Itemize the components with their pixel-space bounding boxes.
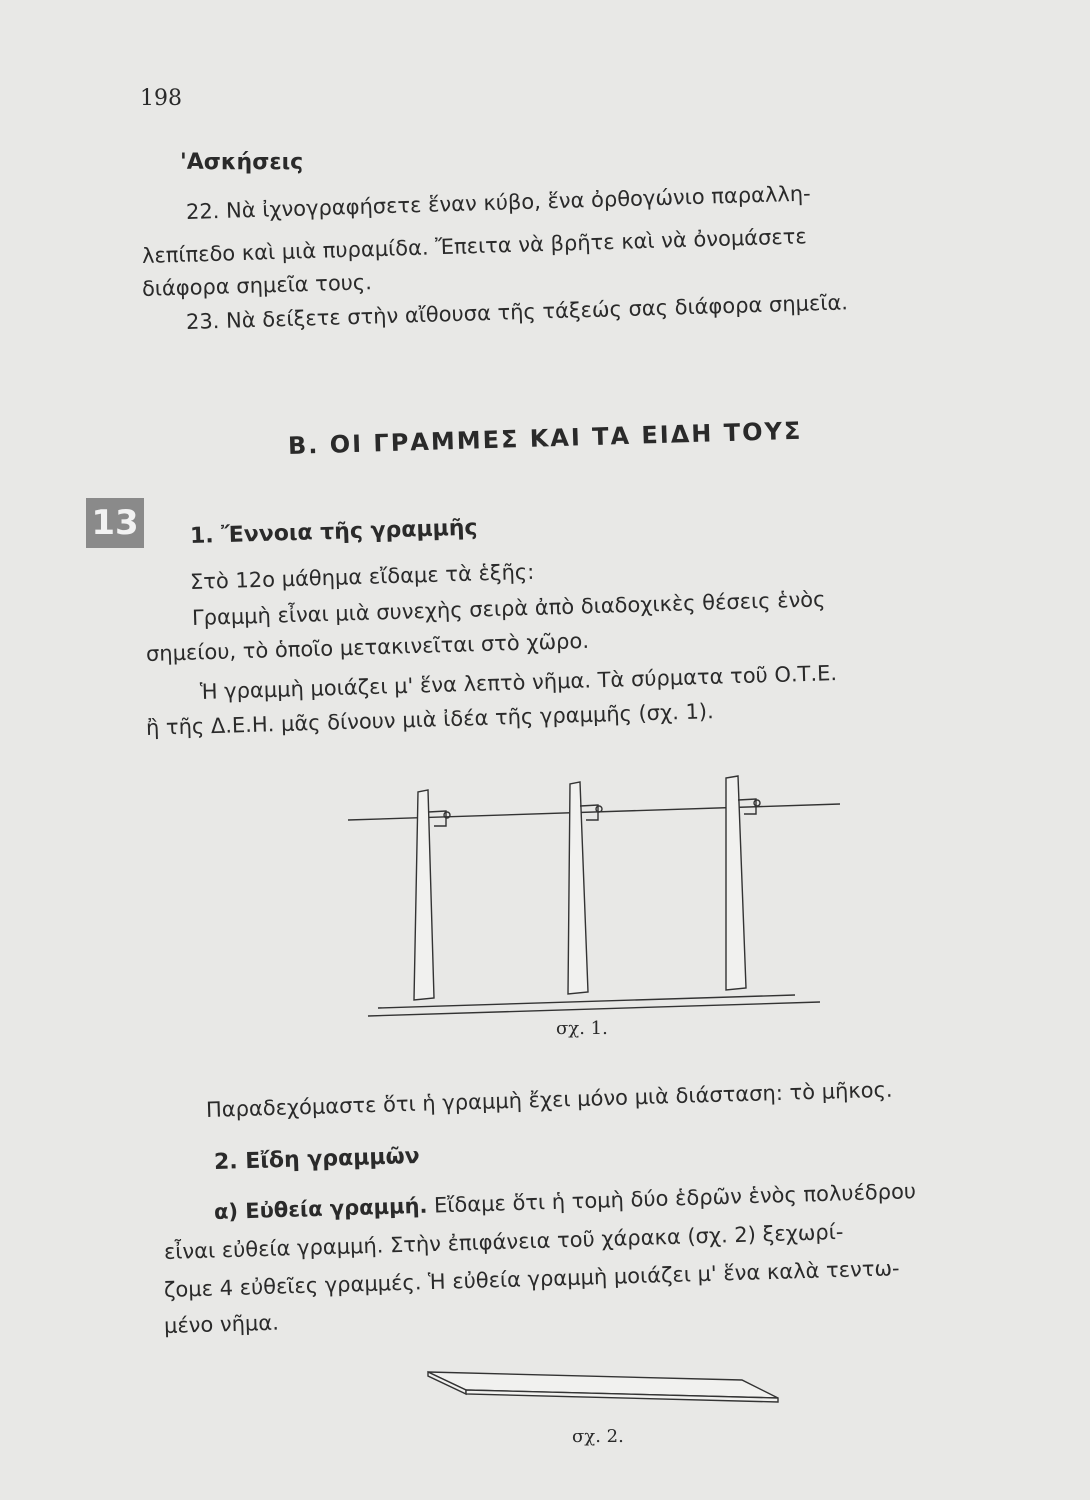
exercise-line: 22. Νὰ ἰχνογραφήσετε ἕναν κύβο, ἕνα ὀρθογώνιο παραλλη- [185, 181, 812, 224]
body-line: σημείου, τὸ ὁποῖο μετακινεῖται στὸ χῶρο. [145, 628, 590, 666]
exercise-line: 23. Νὰ δείξετε στὴν αἴθουσα τῆς τάξεώς σας διάφορα σημεῖα. [185, 290, 849, 334]
page-number: 198 [140, 86, 182, 111]
figure-2-caption: σχ. 2. [572, 1426, 624, 1447]
exercise-line: διάφορα σημεῖα τους. [141, 270, 373, 301]
body-line: ζομε 4 εὐθεῖες γραμμές. Ἡ εὐθεία γραμμὴ μοιάζει μ' ἕνα καλὰ τεντω- [163, 1256, 900, 1302]
body-line: εἶναι εὐθεία γραμμή. Στὴν ἐπιφάνεια τοῦ χάρακα (σχ. 2) ξεχωρί- [163, 1219, 844, 1264]
body-line: Στὸ 12ο μάθημα εἴδαμε τὰ ἑξῆς: [189, 559, 535, 594]
body-line: Ἡ γραμμὴ μοιάζει μ' ἕνα λεπτὸ νῆμα. Τὰ σύρματα τοῦ Ο.Τ.Ε. [199, 661, 838, 704]
subsection-heading: 2. Εἴδη γραμμῶν [213, 1143, 420, 1175]
exercises-heading: 'Ασκήσεις [180, 150, 304, 175]
lesson-number-badge: 13 [86, 498, 144, 548]
figure-1-caption: σχ. 1. [556, 1018, 608, 1039]
body-line: ἢ τῆς Δ.Ε.Η. μᾶς δίνουν μιὰ ἰδέα τῆς γραμμῆς (σχ. 1). [145, 699, 715, 740]
body-line: μένο νῆμα. [163, 1310, 280, 1338]
body-line: Παραδεχόμαστε ὅτι ἡ γραμμὴ ἔχει μόνο μιὰ διάσταση: τὸ μῆκος. [205, 1077, 893, 1122]
body-line-rest: Εἴδαμε ὅτι ἡ τομὴ δύο ἑδρῶν ἑνὸς πολυέδρου [427, 1179, 917, 1218]
exercise-line: λεπίπεδο καὶ μιὰ πυραμίδα. Ἔπειτα νὰ βρῆτε καὶ νὰ ὀνομάσετε [141, 224, 808, 268]
body-line: Γραμμὴ εἶναι μιὰ συνεχὴς σειρὰ ἀπὸ διαδοχικὲς θέσεις ἑνὸς [191, 587, 826, 630]
section-title: Β. ΟΙ ΓΡΑΜΜΕΣ ΚΑΙ ΤΑ ΕΙΔΗ ΤΟΥΣ [287, 416, 803, 460]
subsection-heading: 1. Ἔννοια τῆς γραμμῆς [189, 515, 478, 549]
run-in-heading: α) Εὐθεία γραμμή. [213, 1193, 428, 1224]
